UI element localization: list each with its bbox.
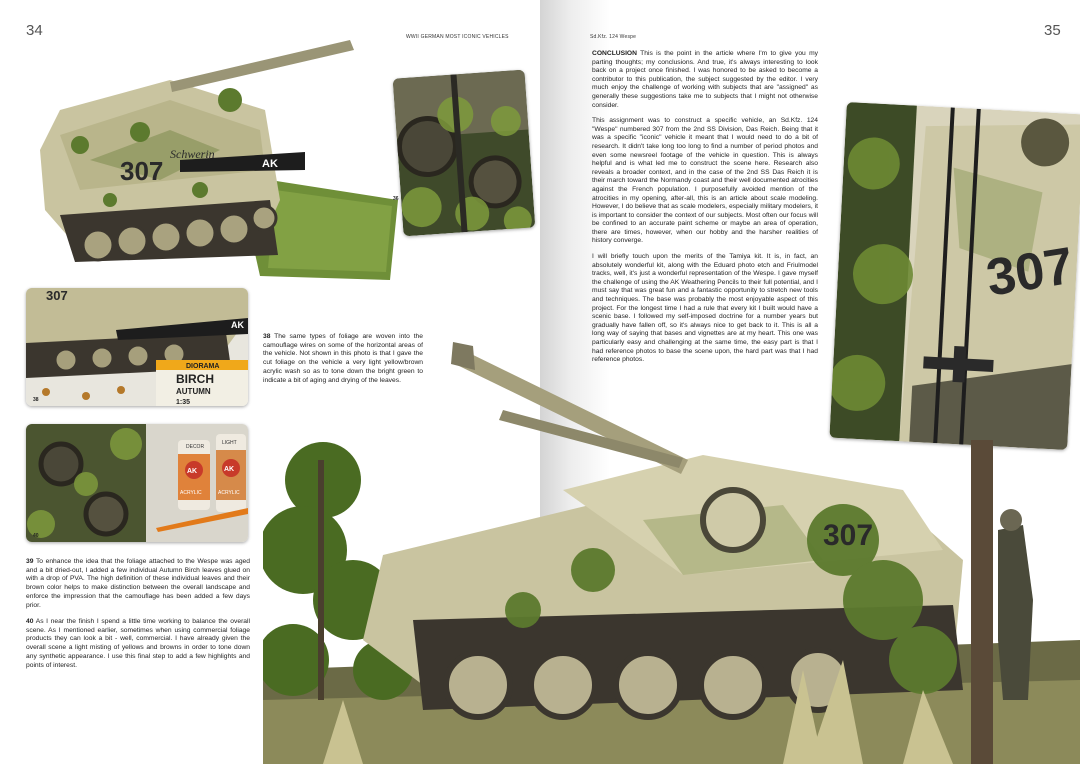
caption-39-number: 39 [26, 558, 34, 565]
photo-36 [393, 70, 536, 237]
bottle-2-acrylic: ACRYLIC [218, 490, 240, 496]
hull-name: Schwerin [170, 147, 215, 161]
photo-38-number: 38 [33, 397, 39, 403]
bottle-1-acrylic: ACRYLIC [180, 490, 202, 496]
photo-38-hull-marking: 307 [46, 288, 68, 303]
bottle-1-decor: DECOR [186, 444, 205, 450]
article-body [592, 50, 818, 372]
side-panel-hull-marking: 307 [982, 236, 1078, 308]
bottle-2-ak: AK [224, 466, 235, 473]
photo-36-number: 36 [393, 196, 399, 202]
diorama-label: DIORAMA [186, 363, 220, 370]
caption-38-number: 38 [263, 333, 271, 340]
right-running-head: Sd.Kfz. 124 Wespe [590, 34, 637, 40]
scale-label: 1:35 [176, 399, 191, 406]
autumn-label: AUTUMN [176, 387, 211, 396]
bottle-2-light: LIGHT [222, 440, 237, 446]
photo-40 [26, 424, 248, 542]
article-p1-text: This is the point in the article where I'm to give you my parting thoughts; my conclusions. And true, it's always interesting to look back on a project once finished. I was honored to be asked to become a contributor to this publication, the subject suggested by the editor. I very much enjoy the challenge of working with subjects that are "assigned" as generally these suggestions take me to subjects that I might not otherwise consider. [592, 50, 818, 109]
diorama-hull-marking: 307 [823, 519, 874, 552]
caption-39-text: To enhance the idea that the foliage attached to the Wespe was aged and a bit dried-out, I added a few individual Autumn Birch leaves glued on with a drop of PVA. The high definition of these individual leaves and their brown color helps to make distinction between the overall landscape and enforce the impression that the camouflage has been added a few days prior. [26, 558, 250, 609]
vehicle-model-photo [20, 40, 400, 280]
right-page-number: 35 [1044, 22, 1061, 39]
photo-40-number: 40 [33, 533, 39, 539]
caption-40 [26, 618, 250, 670]
left-page-number: 34 [26, 22, 43, 39]
caption-40-number: 40 [26, 618, 34, 625]
article-paragraph-1 [592, 50, 818, 110]
conclusion-heading: CONCLUSION [592, 50, 637, 57]
bottle-1-ak: AK [187, 468, 198, 475]
article-paragraph-3: I will briefly touch upon the merits of the Tamiya kit. It is, in fact, an absolutely wonderful kit, along with the Eduard photo etch and Friulmodel tracks, well, it's just a wonderful representation of the Wespe. I gave myself the challenge of using the AK Weathering Pencils to their full potential, and I must say that was great fun and a fantastic opportunity to stretch new tools and techniques. The base was probably the most enjoyable aspect of this project. For the longest time I had a rule that every kit I built would have a scenic base. I followed my self-imposed doctrine for a number years but gradually have fallen off, so it's always nice to get back to it. This is all a long way of saying that bases and vignettes are at my heart. This one was particularly easy and challenging at the same time, the easy part is that I had reference photos to base the scene upon, the hard part was that I had reference photos. [592, 253, 818, 364]
hull-marking-307: 307 [120, 156, 164, 186]
ak-logo-tool: AK [262, 158, 278, 170]
caption-40-text: As I near the finish I spend a little time working to balance the overall scene. As I mentioned earlier, sometimes when using commercial foliage products they can look a bit - well, commercial. I have already given the overall scene a light misting of yellows and browns in order to tone down any synthetic appearance. I use this final step to add a few highlights and points of interest. [26, 618, 250, 669]
caption-39 [26, 558, 250, 610]
photo-38-ak-logo: AK [231, 320, 244, 330]
photo-38 [26, 288, 248, 406]
article-paragraph-2: This assignment was to construct a specific vehicle, an Sd.Kfz. 124 "Wespe" numbered 307 from the 2nd SS Division, Das Reich. Being that it was a specific "iconic" vehicle it meant that I would need to do a bit of research. It didn't take long too long to find a number of period photos and even some newsreel footage of the vehicle in question. This is always helpful and is what led me to construct the scene here. Research also reveals a broader context, and in the case of the 2nd SS Das Reich it is their march toward the Normandy coast and their well documented atrocities against the French population. I purposefully avoided mention of the atrocities in my opening, after-all, this is an article about scale modeling. However, I do believe that as scale modelers, especially military modelers, it is important to consider the context of our subjects. Most often our focus will be confined to an accurate paint scheme or maybe an area of operation, there are times, however, when our hobby and the harsher realities of history converge. [592, 117, 818, 245]
left-running-head: WWII GERMAN MOST ICONIC VEHICLES [406, 34, 509, 40]
birch-label: BIRCH [176, 372, 214, 386]
caption-38-text: The same types of foliage are woven into the camouflage wires on some of the horizontal areas of the vehicle. Not shown in this photo is that I gave the cut foliage on the vehicle a very light yellow/brown acrylic wash so as to tone down the bright green to indicate a bit of aging and drying of the leaves. [263, 333, 423, 384]
main-diorama-photo [263, 340, 1080, 764]
